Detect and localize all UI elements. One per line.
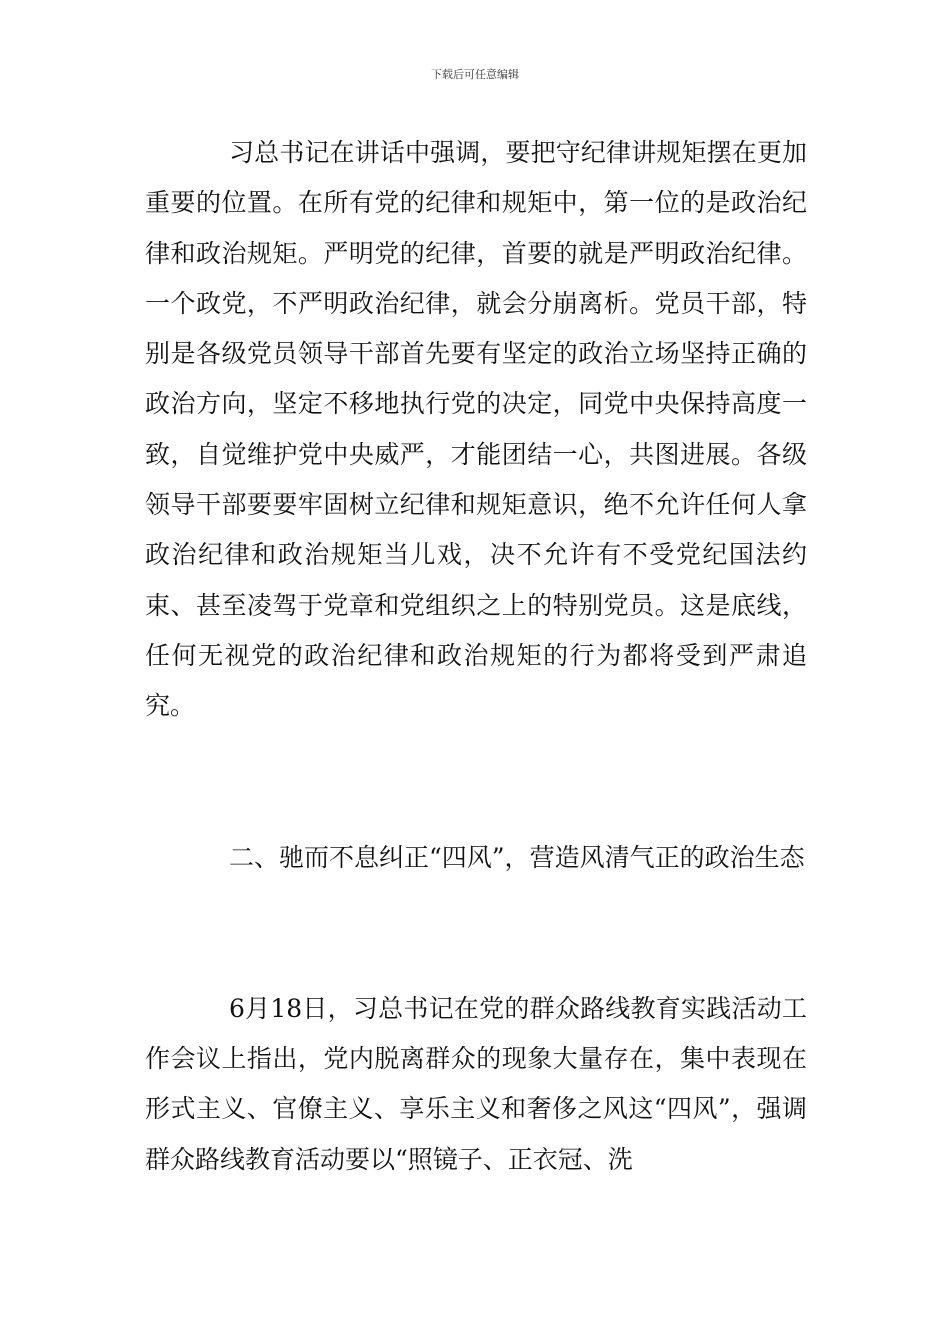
document-body — [145, 128, 807, 1185]
page-header-note: 下载后可任意编辑 — [431, 68, 519, 81]
section-heading-four-winds: 二、驰而不息纠正“四风”，营造风清气正的政治生态 — [229, 842, 805, 872]
paragraph-political-discipline: 习总书记在讲话中强调，要把守纪律讲规矩摆在更加重要的位置。在所有党的纪律和规矩中，第一位的是政治纪律和政治规矩。严明党的纪律，首要的就是严明政治纪律。一个政党，不严明政治纪律，就会分崩离析。党员干部，特别是各级党员领导干部首先要有坚定的政治立场坚持正确的政治方向，坚定不移地执行党的决定，同党中央保持高度一致，自觉维护党中央威严，才能团结一心，共图进展。各级领导干部要要牢固树立纪律和规矩意识，绝不允许任何人拿政治纪律和政治规矩当儿戏，决不允许有不受党纪国法约束、甚至凌驾于党章和党组织之上的特别党员。这是底线，任何无视党的政治纪律和政治规矩的行为都将受到严肃追究。 — [145, 138, 807, 721]
paragraph-mass-line: 6月18日，习总书记在党的群众路线教育实践活动工作会议上指出，党内脱离群众的现象大量存在，集中表现在形式主义、官僚主义、享乐主义和奢侈之风这“四风”，强调群众路线教育活动要以“照镜子、正衣冠、洗 — [145, 993, 807, 1174]
